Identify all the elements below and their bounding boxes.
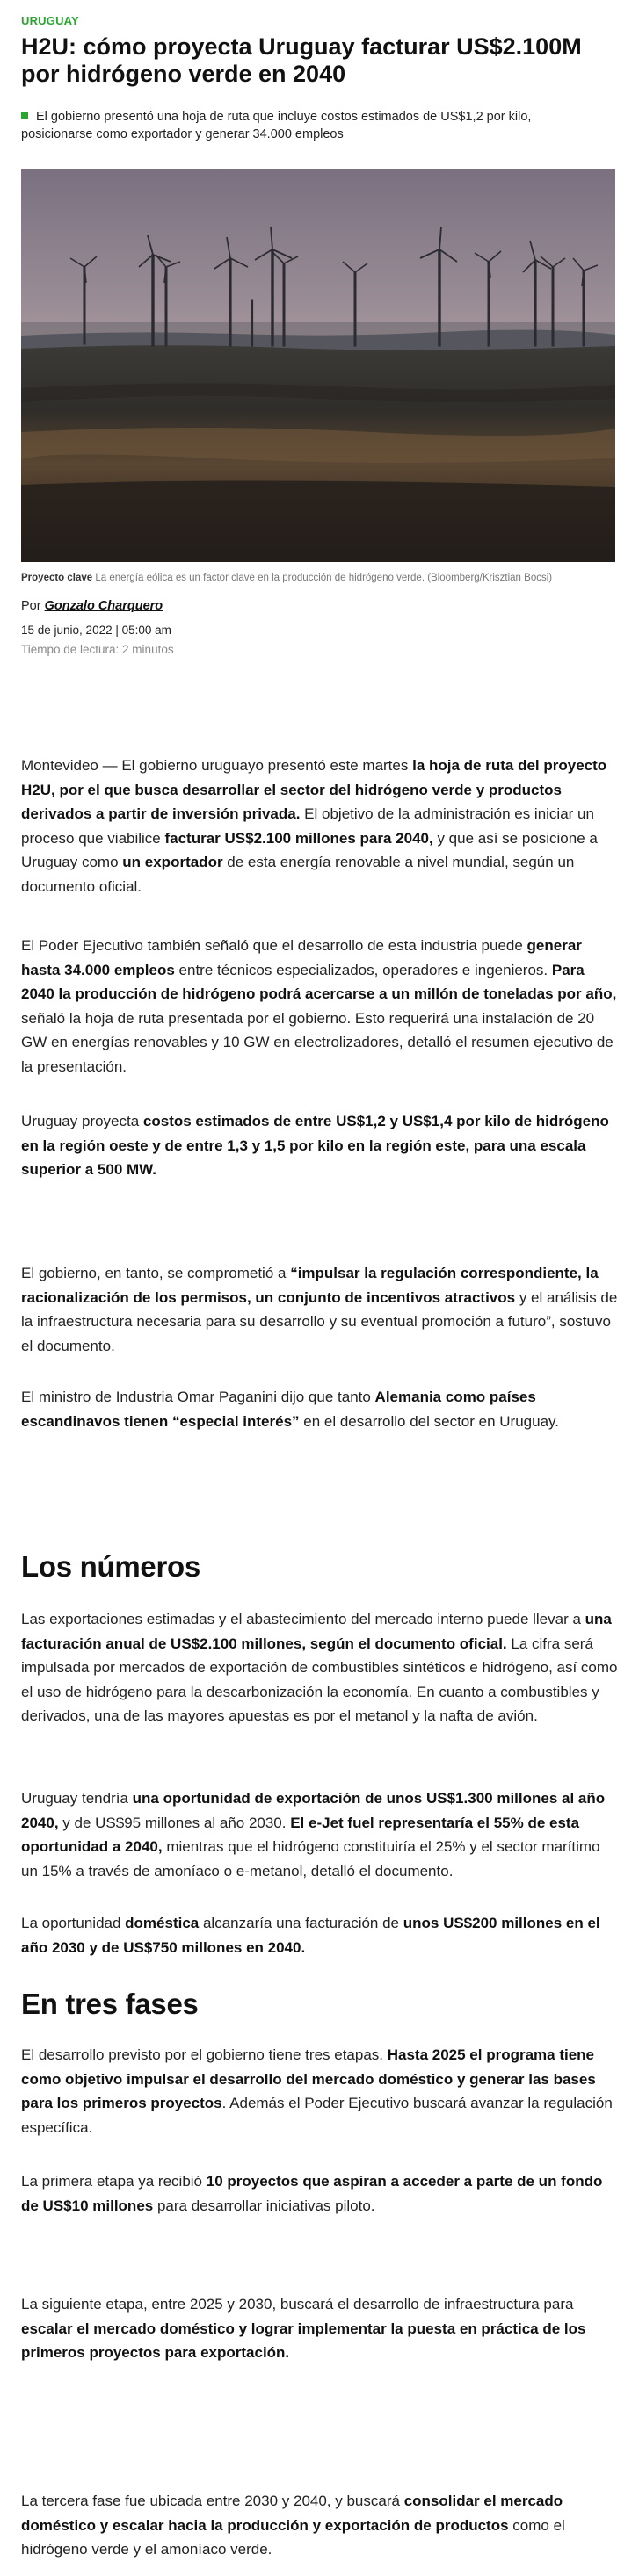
bold-text: la hoja de ruta del proyecto H2U, por el que busca desarrollar el sector del hidrógeno verde y productos derivados a partir de inversión privada. <box>21 757 607 822</box>
text-run: mientras que el hidrógeno constituiría el 25% y el sector marítimo un 15% a través de amoníaco o e-metanol, detalló el documento. <box>21 1838 600 1880</box>
text-run: La tercera fase fue ubicada entre 2030 y 2040, y buscará <box>21 2493 404 2509</box>
publish-date: 15 de junio, 2022 | 05:00 am <box>21 624 171 637</box>
bold-text: consolidar el mercado doméstico y escalar hacia la producción y exportación de productos <box>21 2493 563 2534</box>
bold-text: facturar US$2.100 millones para 2040, <box>164 829 433 847</box>
text-run: La primera etapa ya recibió <box>21 2173 207 2190</box>
reading-time: Tiempo de lectura: 2 minutos <box>21 643 174 656</box>
bold-text: unos US$200 millones en el año 2030 y de US$750 millones en 2040. <box>21 1915 600 1956</box>
text-run: El Poder Ejecutivo también señaló que el desarrollo de esta industria puede <box>21 937 527 954</box>
bold-text: El e-Jet fuel representaría el 55% de esta oportunidad a 2040, <box>21 1814 580 1855</box>
paragraph-3 <box>21 1109 619 1182</box>
subtitle-text: El gobierno presentó una hoja de ruta que incluye costos estimados de US$1,2 por kilo, posicionarse como exportador y generar 34.000 empleos <box>21 110 532 141</box>
paragraph-4 <box>21 1261 619 1358</box>
section-heading-fases: En tres fases <box>21 1988 199 2020</box>
text-run: Montevideo — El gobierno uruguayo presentó este martes <box>21 757 413 774</box>
paragraph-6 <box>21 1607 619 1728</box>
text-run: y de US$95 millones al año 2030. <box>58 1814 291 1831</box>
text-run: alcanzaría una facturación de <box>199 1915 403 1931</box>
text-run: La siguiente etapa, entre 2025 y 2030, buscará el desarrollo de infraestructura para <box>21 2296 574 2313</box>
text-run: Las exportaciones estimadas y el abastecimiento del mercado interno puede llevar a <box>21 1611 585 1627</box>
bold-text: Hasta 2025 el programa tiene como objetivo impulsar el desarrollo del mercado doméstico y generar las bases para los primeros proyectos <box>21 2046 596 2111</box>
text-run: como el hidrógeno verde y el amoníaco verde. <box>21 2516 565 2558</box>
paragraph-8 <box>21 1911 619 1959</box>
text-run: El gobierno, en tanto, se comprometió a <box>21 1265 291 1281</box>
bold-text: Alemania como países escandinavos tienen “especial interés” <box>21 1389 536 1430</box>
section-heading-numeros: Los números <box>21 1550 200 1583</box>
category-label[interactable]: URUGUAY <box>21 14 79 27</box>
paragraph-5 <box>21 1385 619 1433</box>
text-run: El objetivo de la administración es iniciar un proceso que viabilice <box>21 805 594 847</box>
text-run: Uruguay proyecta <box>21 1113 143 1129</box>
bold-text: costos estimados de entre US$1,2 y US$1,4 por kilo de hidrógeno en la región oeste y de entre 1,3 y 1,5 por kilo en la región este, para una escala superior a 500 MW. <box>21 1113 609 1178</box>
author-link[interactable]: Gonzalo Charquero <box>44 599 163 613</box>
paragraph-11 <box>21 2292 619 2365</box>
wind-farm-landscape-image <box>21 169 615 562</box>
paragraph-9 <box>21 2043 619 2139</box>
text-run: El ministro de Industria Omar Paganini dijo que tanto <box>21 1389 375 1405</box>
image-caption <box>21 573 619 583</box>
paragraph-1 <box>21 754 619 898</box>
caption-text: La energía eólica es un factor clave en la producción de hidrógeno verde. (Bloomberg/Krisztian Bocsi) <box>95 573 553 583</box>
text-run: en el desarrollo del sector en Uruguay. <box>299 1412 559 1430</box>
text-run: de esta energía renovable a nivel mundial, según un documento oficial. <box>21 854 575 895</box>
bold-text: doméstica <box>125 1915 200 1931</box>
article-subtitle <box>21 108 601 143</box>
bold-text: “impulsar la regulación correspondiente, la racionalización de los permisos, un conjunto de incentivos atractivos <box>21 1265 599 1306</box>
text-run: y el análisis de la infraestructura necesaria para su desarrollo y su eventual promoción a futuro”, sostuvo el documento. <box>21 1288 618 1354</box>
text-run: para desarrollar iniciativas piloto. <box>153 2197 375 2214</box>
text-run: La oportunidad <box>21 1915 126 1931</box>
bold-text: generar hasta 34.000 empleos <box>21 937 582 978</box>
bold-text: un exportador <box>122 854 223 870</box>
bold-text: Para 2040 la producción de hidrógeno podrá acercarse a un millón de toneladas por año, <box>21 961 617 1002</box>
paragraph-2 <box>21 934 619 1079</box>
bullet-square-icon <box>21 112 28 119</box>
text-run: La cifra será impulsada por mercados de exportación de combustibles sintéticos e hidrógeno, así como el uso de hidrógeno para la descarbonización la economía. En cuanto a combustibles y derivados, una de las mayores apuestas es por el metanol y la nafta de avión. <box>21 1634 618 1724</box>
bold-text: una facturación anual de US$2.100 millones, según el documento oficial. <box>21 1611 612 1652</box>
byline <box>21 599 163 613</box>
bold-text: una oportunidad de exportación de unos US$1.300 millones al año 2040, <box>21 1790 606 1831</box>
bold-text: escalar el mercado doméstico y lograr implementar la puesta en práctica de los primeros proyectos para exportación. <box>21 2320 586 2361</box>
paragraph-10 <box>21 2169 619 2218</box>
hero-image[interactable] <box>21 169 615 562</box>
byline-prefix: Por <box>21 599 41 613</box>
text-run: El desarrollo previsto por el gobierno tiene tres etapas. <box>21 2046 388 2063</box>
paragraph-7 <box>21 1786 619 1883</box>
caption-label: Proyecto clave <box>21 573 93 583</box>
text-run: . Además el Poder Ejecutivo buscará avanzar la regulación específica. <box>21 2095 613 2136</box>
text-run: Uruguay tendría <box>21 1790 133 1807</box>
article-headline: H2U: cómo proyecta Uruguay facturar US$2.100M por hidrógeno verde en 2040 <box>21 33 582 87</box>
paragraph-12 <box>21 2489 619 2562</box>
bold-text: 10 proyectos que aspiran a acceder a parte de un fondo de US$10 millones <box>21 2173 603 2214</box>
text-run: señaló la hoja de ruta presentada por el gobierno. Esto requerirá una instalación de 20 GW en energías renovables y 10 GW en electrolizadores, detalló el resumen ejecutivo de la presentación. <box>21 1009 614 1075</box>
text-run: entre técnicos especializados, operadores e ingenieros. <box>174 961 552 978</box>
text-run: y que así se posicione a Uruguay como <box>21 829 598 870</box>
